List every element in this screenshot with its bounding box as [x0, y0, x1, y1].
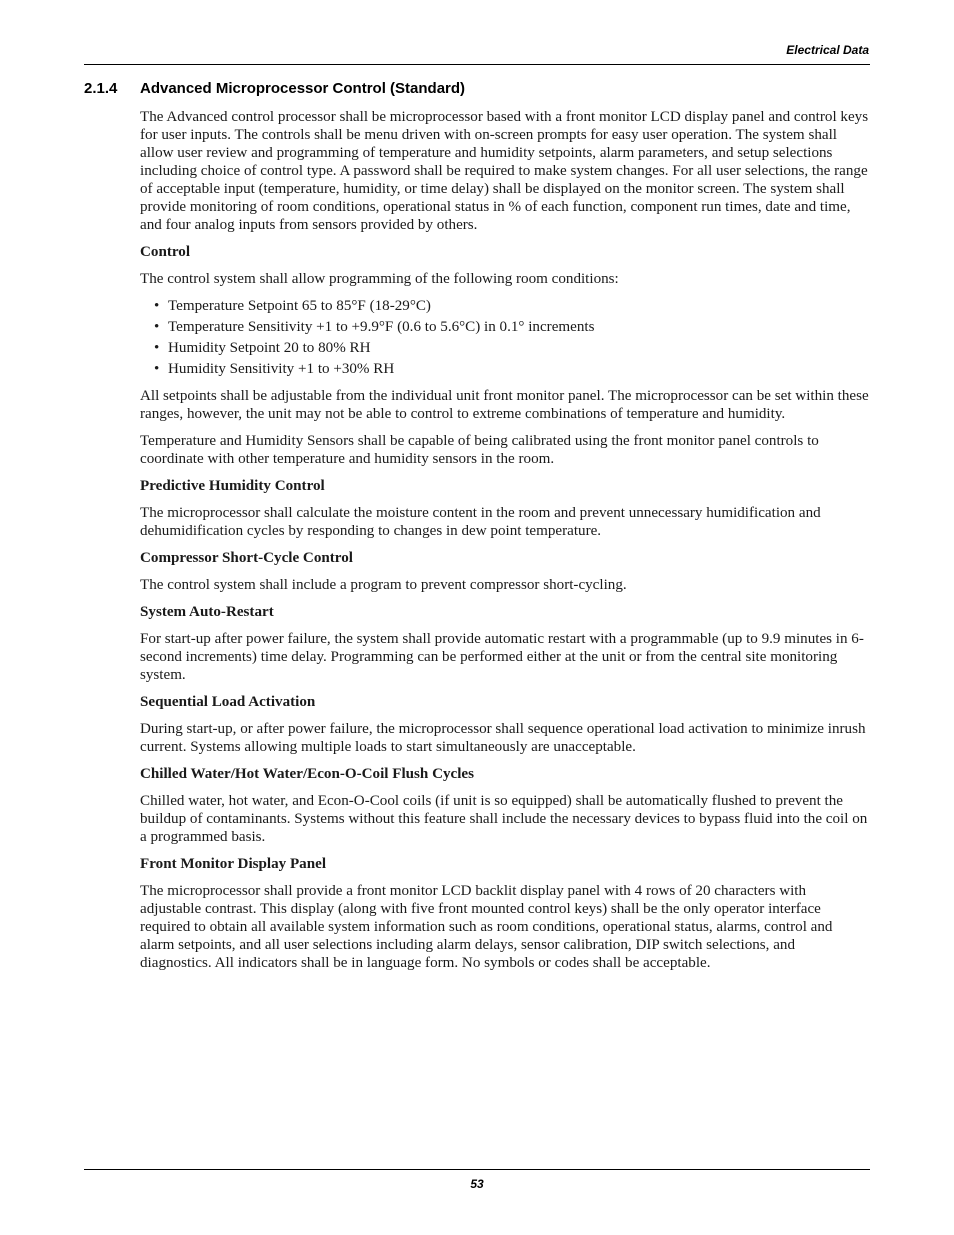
bullet-icon: •	[154, 298, 160, 314]
control-heading: Control	[140, 244, 191, 260]
footer-rule	[84, 1169, 870, 1170]
auto-restart-heading: System Auto-Restart	[140, 604, 274, 620]
list-item-text: Humidity Sensitivity +1 to +30% RH	[168, 361, 395, 377]
control-intro: The control system shall allow programming of the following room conditions:	[140, 271, 619, 287]
predictive-humidity-paragraph: The microprocessor shall calculate the moisture content in the room and prevent unnecessary humidification and dehumidification cycles by responding to changes in dew point temperature.	[140, 505, 821, 539]
compressor-paragraph: The control system shall include a program to prevent compressor short-cycling.	[140, 577, 627, 593]
list-item	[140, 297, 870, 315]
section-heading	[84, 80, 465, 97]
body-text	[140, 108, 870, 981]
intro-paragraph: The Advanced control processor shall be microprocessor based with a front monitor LCD display panel and control keys for user inputs. The controls shall be menu driven with on-screen prompts for easy user operation. The system shall allow user review and programming of temperature and humidity setpoints, alarm parameters, and setup selections including choice of control type. A password shall be required to make system changes. For all user selections, the range of acceptable input (temperature, humidity, or time delay) shall be displayed on the monitor screen. The system shall provide monitoring of room conditions, operational status in % of each function, component run times, date and time, and four analog inputs from sensors provided by others.	[140, 109, 869, 233]
bullet-icon: •	[154, 361, 160, 377]
flush-cycles-heading: Chilled Water/Hot Water/Econ-O-Coil Flush Cycles	[140, 766, 475, 782]
front-monitor-heading: Front Monitor Display Panel	[140, 856, 327, 872]
flush-cycles-paragraph: Chilled water, hot water, and Econ-O-Cool coils (if unit is so equipped) shall be automatically flushed to prevent the buildup of contaminants. Systems without this feature shall include the necessary devices to bypass fluid into the coil on a programmed basis.	[140, 793, 868, 845]
bullet-icon: •	[154, 340, 160, 356]
list-item-text: Temperature Setpoint 65 to 85°F (18-29°C)	[168, 298, 431, 314]
control-list	[140, 297, 870, 378]
page-number: 53	[470, 1177, 484, 1191]
compressor-heading: Compressor Short-Cycle Control	[140, 550, 353, 566]
sequential-load-paragraph: During start-up, or after power failure, the microprocessor shall sequence operational load activation to minimize inrush current. Systems allowing multiple loads to start simultaneously are unacceptable.	[140, 721, 866, 755]
running-head: Electrical Data	[786, 43, 869, 57]
section-number: 2.1.4	[84, 80, 118, 97]
auto-restart-paragraph: For start-up after power failure, the system shall provide automatic restart with a programmable (up to 9.9 minutes in 6-second increments) time delay. Programming can be performed either at the unit or from the central site monitoring system.	[140, 631, 864, 683]
sensors-paragraph: Temperature and Humidity Sensors shall be capable of being calibrated using the front monitor panel controls to coordinate with other temperature and humidity sensors in the room.	[140, 433, 819, 467]
section-title: Advanced Microprocessor Control (Standard)	[140, 80, 466, 97]
setpoints-paragraph: All setpoints shall be adjustable from the individual unit front monitor panel. The microprocessor can be set within these ranges, however, the unit may not be able to control to extreme combinations of temperature and humidity.	[140, 388, 869, 422]
bullet-icon: •	[154, 319, 160, 335]
list-item-text: Humidity Setpoint 20 to 80% RH	[168, 340, 371, 356]
list-item	[140, 318, 870, 336]
header-rule	[84, 64, 870, 65]
list-item-text: Temperature Sensitivity +1 to +9.9°F (0.6 to 5.6°C) in 0.1° increments	[168, 319, 595, 335]
sequential-load-heading: Sequential Load Activation	[140, 694, 316, 710]
front-monitor-paragraph: The microprocessor shall provide a front monitor LCD backlit display panel with 4 rows of 20 characters with adjustable contrast. This display (along with five front mounted control keys) shall be the only operator interface required to obtain all available system information such as room conditions, operational status, alarms, control and alarm setpoints, and all user selections including alarm delays, sensor calibration, DIP switch selections, and diagnostics. All indicators shall be in language form. No symbols or codes shall be acceptable.	[140, 883, 833, 971]
predictive-humidity-heading: Predictive Humidity Control	[140, 478, 325, 494]
list-item	[140, 339, 870, 357]
list-item	[140, 360, 870, 378]
